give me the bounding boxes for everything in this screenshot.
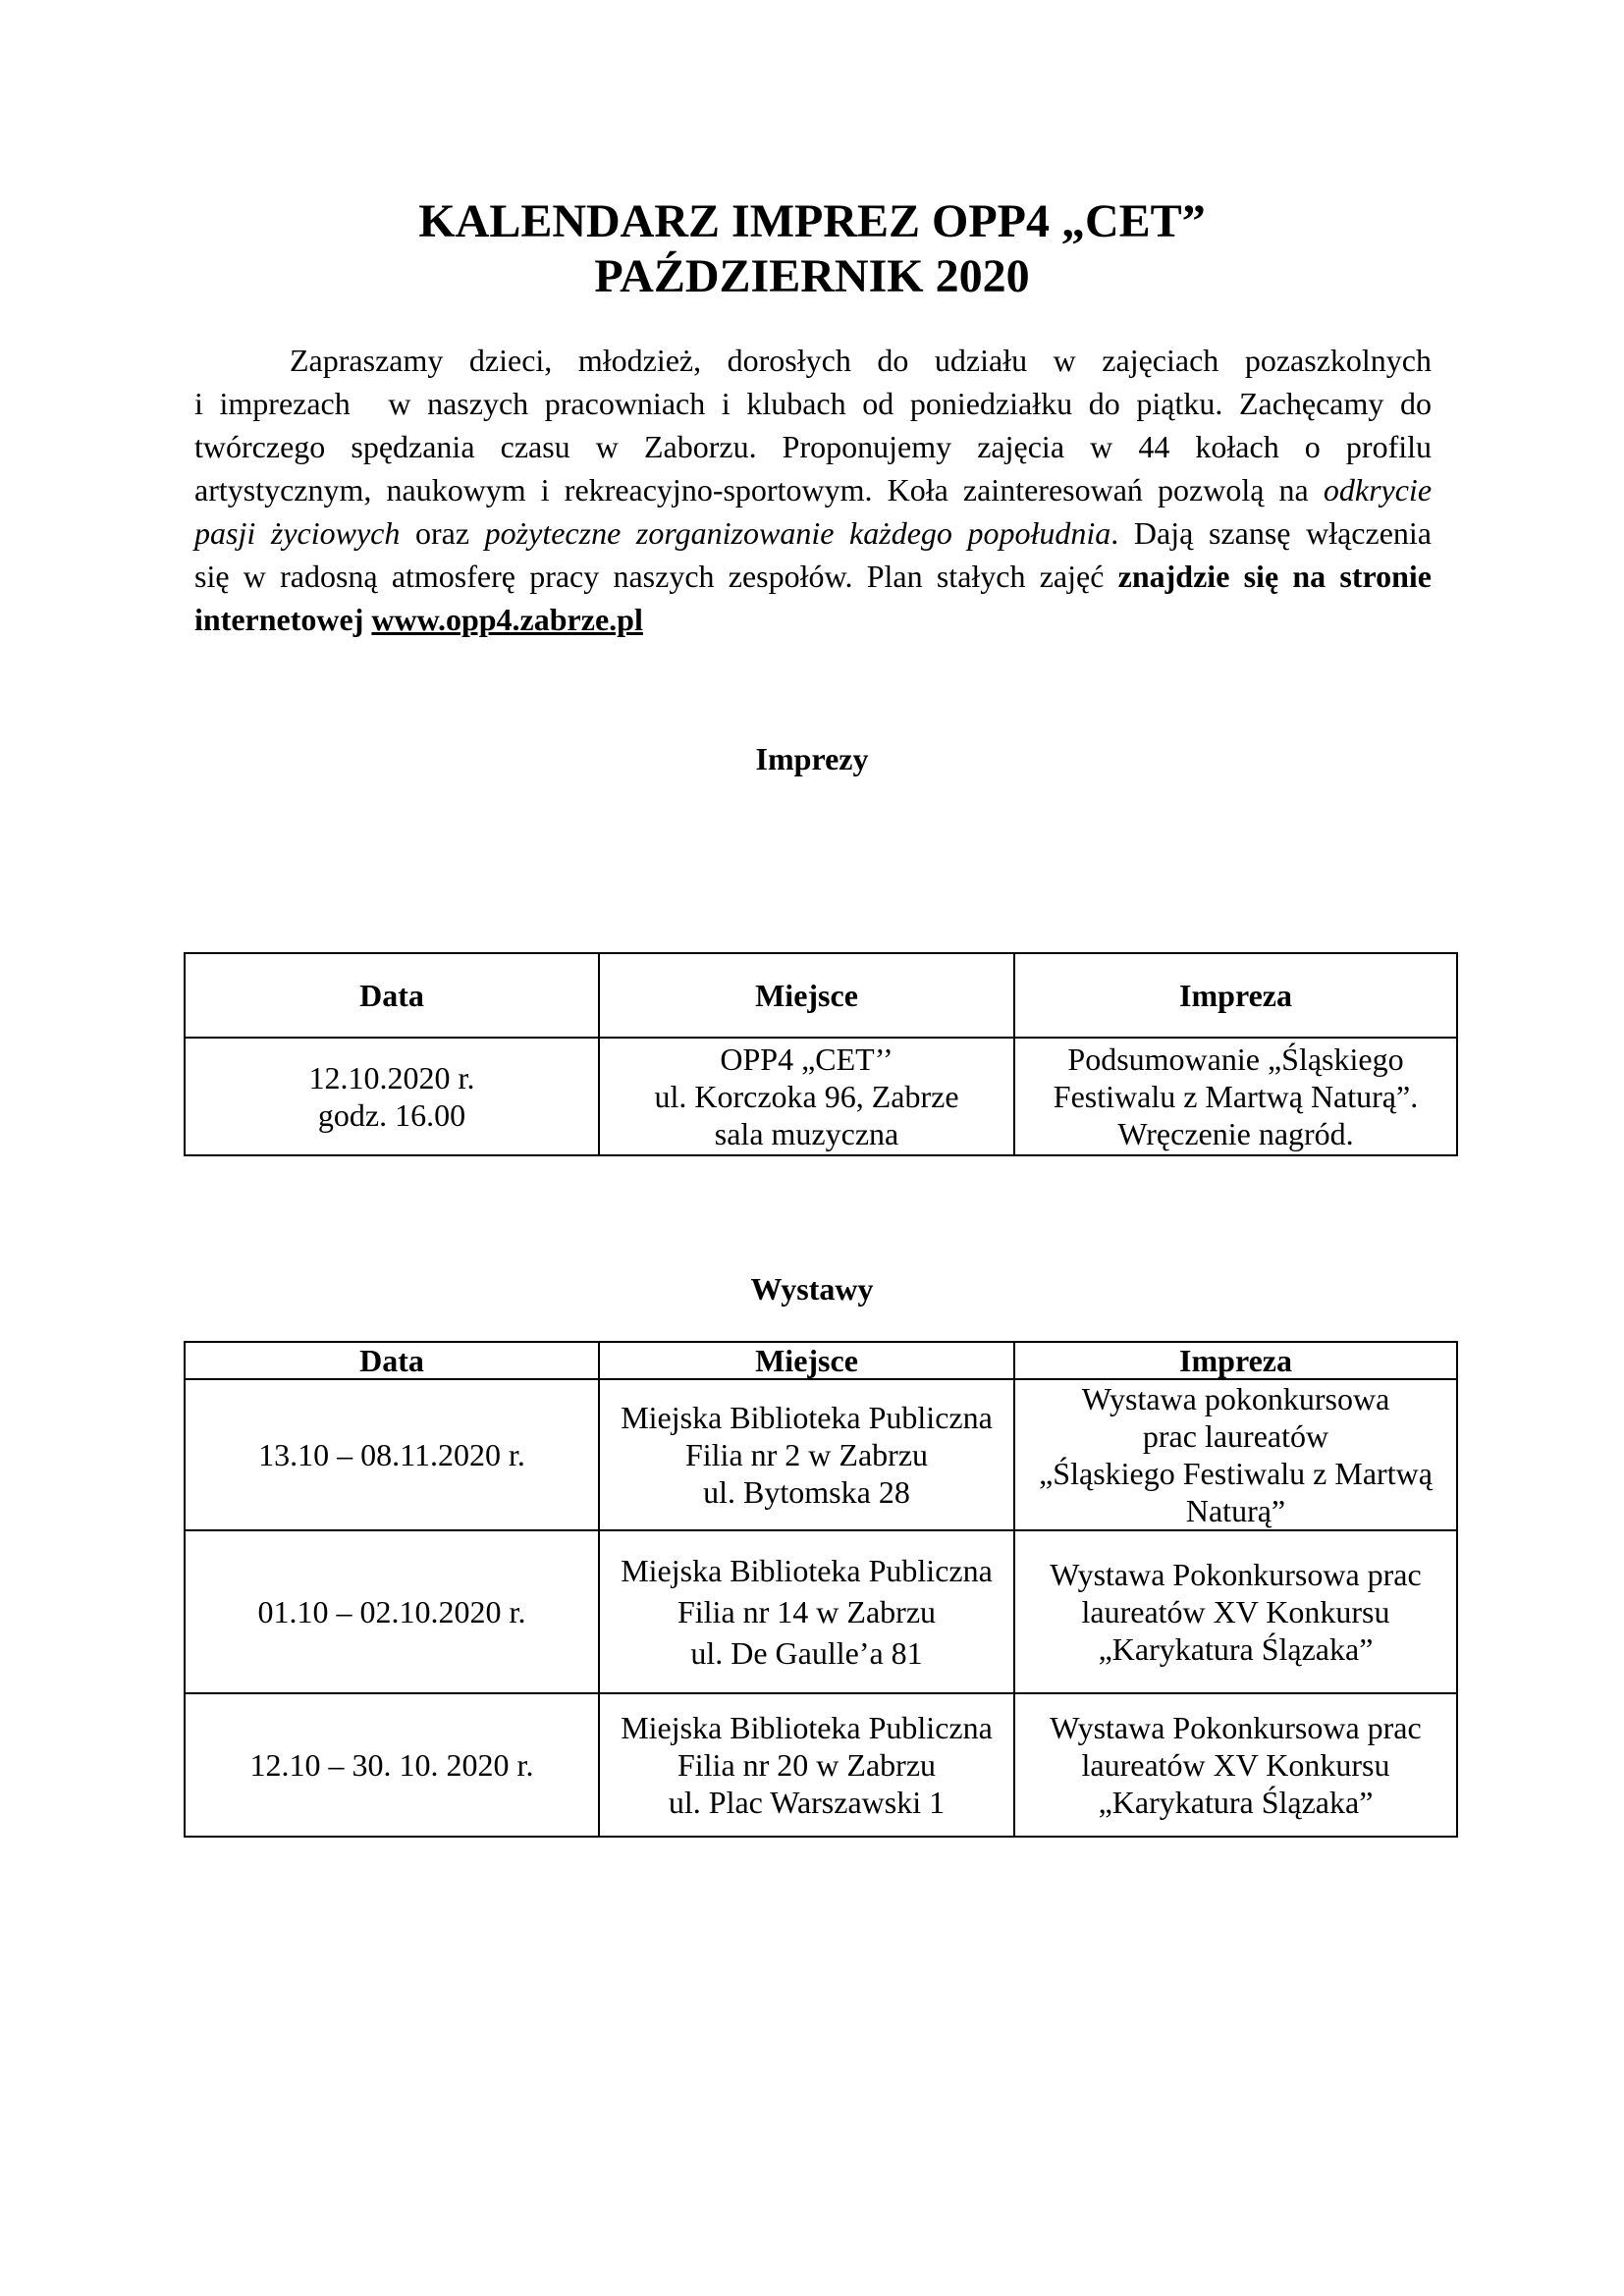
- exhibition-name-cell: [1014, 1530, 1457, 1693]
- intro-line-3: twórczego spędzania czasu w Zaborzu. Proponujemy zajęcia w 44 kołach o profilu: [194, 429, 1432, 464]
- header-place: Miejsce: [599, 953, 1014, 1038]
- events-section-title: Imprezy: [755, 741, 869, 776]
- cell-line: „Karykatura Ślązaka”: [1098, 1631, 1374, 1667]
- intro-line-2-end: w naszych pracowniach i klubach od poniedziałku do piątku. Zachęcamy do: [388, 386, 1432, 421]
- table-row: [185, 1038, 1457, 1155]
- cell-line: prac laureatów: [1142, 1418, 1329, 1454]
- cell-line: Filia nr 20 w Zabrzu: [677, 1747, 937, 1783]
- intro-line-5-text-b: . Dają szansę włączenia: [1110, 515, 1432, 551]
- exhibition-date-cell: [185, 1530, 599, 1693]
- header-event: Impreza: [1014, 953, 1457, 1038]
- events-table: [184, 952, 1458, 1156]
- intro-line-7-bold: internetowej: [194, 602, 364, 637]
- cell-line: Miejska Biblioteka Publiczna: [621, 1553, 993, 1588]
- event-date-cell: [185, 1038, 599, 1155]
- cell-line: Wręczenie nagród.: [1117, 1116, 1354, 1151]
- cell-line: Miejska Biblioteka Publiczna: [621, 1710, 993, 1745]
- intro-line-4-italic: odkrycie: [1323, 472, 1433, 507]
- table-header-row: [185, 1342, 1457, 1379]
- cell-line: OPP4 „CET’’: [720, 1041, 893, 1077]
- intro-line-5-italic-a: pasji życiowych: [194, 515, 401, 551]
- intro-line-5: [194, 511, 1432, 555]
- intro-line-6-text: się w radosną atmosferę pracy naszych zespołów. Plan stałych zajęć: [194, 559, 1105, 594]
- intro-line-4-text: artystycznym, naukowym i rekreacyjno-sportowym. Koła zainteresowań pozwolą na: [194, 472, 1309, 507]
- cell-line: Naturą”: [1185, 1493, 1286, 1528]
- website-link[interactable]: www.opp4.zabrze.pl: [371, 602, 643, 637]
- exhibition-name-cell: [1014, 1379, 1457, 1530]
- intro-line-7: [194, 598, 1432, 641]
- intro-paragraph: [194, 339, 1432, 641]
- event-place-cell: [599, 1038, 1014, 1155]
- intro-line-2: [194, 382, 1432, 425]
- cell-line: sala muzyczna: [714, 1116, 899, 1151]
- intro-line-5-text-a: oraz: [414, 515, 470, 551]
- cell-line: 12.10.2020 r.: [308, 1060, 475, 1095]
- table-row: [185, 1379, 1457, 1530]
- exhibition-name-cell: [1014, 1693, 1457, 1837]
- intro-line-5-italic-b: pożyteczne zorganizowanie każdego popołudnia: [484, 515, 1111, 551]
- intro-line-4: [194, 468, 1432, 511]
- intro-line-2-start: i imprezach: [194, 386, 351, 421]
- intro-line-1: Zapraszamy dzieci, młodzież, dorosłych do udziału w zajęciach pozaszkolnych: [290, 343, 1432, 378]
- event-name-cell: [1014, 1038, 1457, 1155]
- table-row: [185, 1693, 1457, 1837]
- header-date: Data: [185, 1342, 599, 1379]
- cell-line: ul. De Gaulle’a 81: [690, 1635, 923, 1671]
- cell-line: 01.10 – 02.10.2020 r.: [257, 1594, 526, 1629]
- cell-line: ul. Bytomska 28: [703, 1474, 910, 1510]
- document-title-line-2: PAŹDZIERNIK 2020: [594, 250, 1030, 302]
- header-place: Miejsce: [599, 1342, 1014, 1379]
- cell-line: Filia nr 14 w Zabrzu: [677, 1594, 937, 1629]
- exhibition-place-cell: [599, 1530, 1014, 1693]
- cell-line: 12.10 – 30. 10. 2020 r.: [249, 1747, 534, 1783]
- exhibition-place-cell: [599, 1379, 1014, 1530]
- header-date: Data: [185, 953, 599, 1038]
- cell-line: laureatów XV Konkursu: [1081, 1594, 1390, 1629]
- intro-line-6-bold: znajdzie się na stronie: [1117, 559, 1433, 594]
- cell-line: Wystawa pokonkursowa: [1081, 1381, 1390, 1416]
- cell-line: Wystawa Pokonkursowa prac: [1050, 1557, 1422, 1592]
- cell-line: Wystawa Pokonkursowa prac: [1050, 1710, 1422, 1745]
- exhibitions-table: [184, 1341, 1458, 1838]
- cell-line: Festiwalu z Martwą Naturą”.: [1053, 1079, 1419, 1114]
- cell-line: Filia nr 2 w Zabrzu: [684, 1437, 929, 1472]
- exhibition-date-cell: [185, 1693, 599, 1837]
- cell-line: „Śląskiego Festiwalu z Martwą: [1039, 1456, 1433, 1491]
- cell-line: „Karykatura Ślązaka”: [1098, 1785, 1374, 1820]
- exhibition-place-cell: [599, 1693, 1014, 1837]
- intro-line-6: [194, 555, 1432, 598]
- cell-line: 13.10 – 08.11.2020 r.: [258, 1437, 525, 1472]
- table-row: [185, 1530, 1457, 1693]
- cell-line: Podsumowanie „Śląskiego: [1067, 1041, 1404, 1077]
- table-header-row: [185, 953, 1457, 1038]
- document-title-line-1: KALENDARZ IMPREZ OPP4 „CET”: [418, 195, 1206, 247]
- cell-line: ul. Korczoka 96, Zabrze: [654, 1079, 959, 1114]
- header-event: Impreza: [1014, 1342, 1457, 1379]
- exhibitions-section-title: Wystawy: [750, 1271, 874, 1307]
- cell-line: godz. 16.00: [317, 1097, 466, 1133]
- cell-line: laureatów XV Konkursu: [1081, 1747, 1390, 1783]
- cell-line: ul. Plac Warszawski 1: [668, 1785, 946, 1820]
- cell-line: Miejska Biblioteka Publiczna: [621, 1400, 993, 1435]
- exhibition-date-cell: [185, 1379, 599, 1530]
